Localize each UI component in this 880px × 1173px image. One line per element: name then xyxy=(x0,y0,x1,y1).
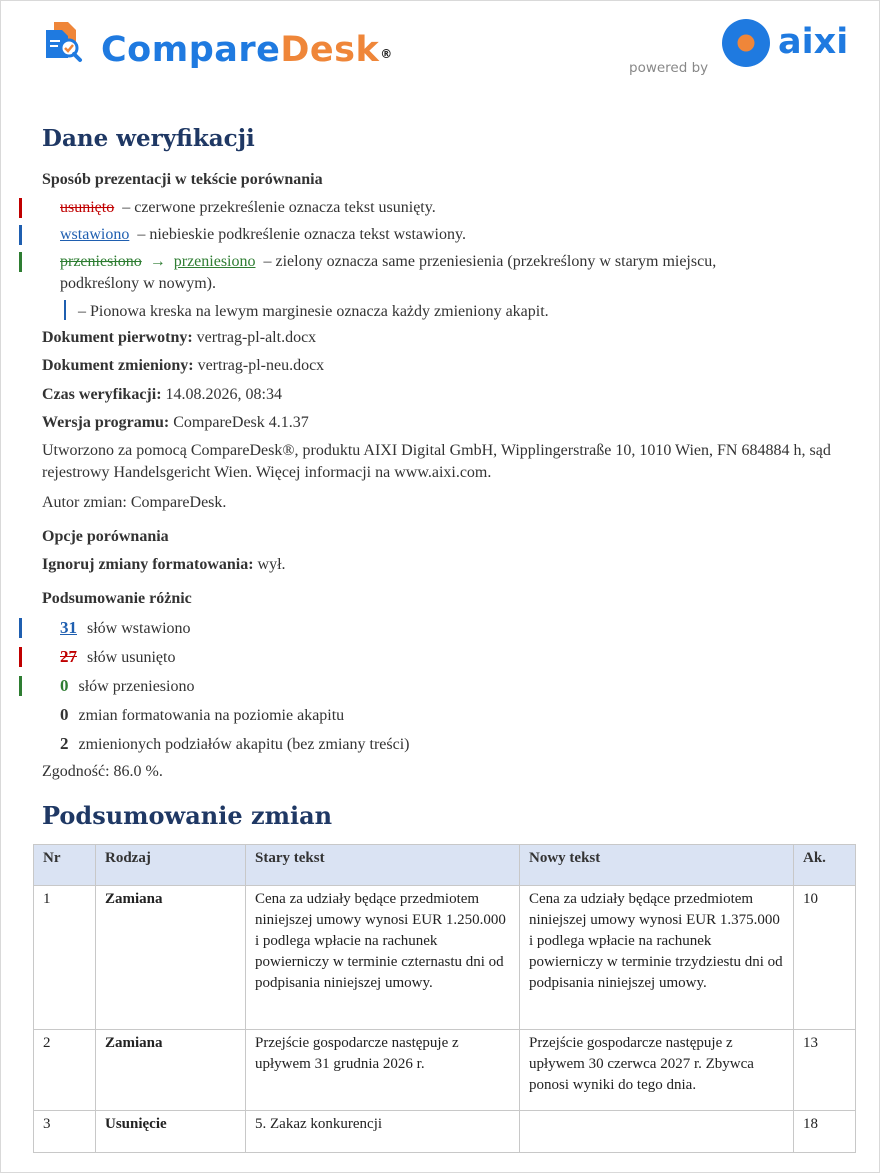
column-header-paragraph: Ak. xyxy=(794,845,856,886)
legend-bar-desc: – Pionowa kreska na lewym marginesie oznacza każdy zmieniony akapit. xyxy=(78,303,549,320)
stat-formatting: 0 zmian formatowania na poziomie akapitu xyxy=(60,705,345,724)
verification-time: Czas weryfikacji: 14.08.2026, 08:34 xyxy=(42,386,282,403)
summary-heading: Podsumowanie różnic xyxy=(42,590,192,607)
powered-by-label: powered by xyxy=(629,60,709,76)
cell-nr: 1 xyxy=(34,886,96,1030)
change-bar-deleted xyxy=(19,198,22,218)
column-header-nr: Nr xyxy=(34,845,96,886)
cell-type: Usunięcie xyxy=(96,1111,246,1153)
aixi-circle-icon xyxy=(722,19,770,67)
legend-moved-from-sample: przeniesiono xyxy=(60,253,142,270)
table-row xyxy=(34,886,856,1030)
comparedesk-logo: CompareDesk® xyxy=(101,30,393,70)
legend-moved-desc: – zielony oznacza same przeniesienia (przekreślony w starym miejscu, xyxy=(263,253,717,270)
legend-inserted-desc: – niebieskie podkreślenie oznacza tekst wstawiony. xyxy=(137,226,466,243)
cell-old-text: Cena za udziały będące przedmiotem niniejszej umowy wynosi EUR 1.250.000 i podlega wpłacie na rachunek powierniczy w terminie czternastu dni od podpisania niniejszej umowy. xyxy=(246,886,520,1030)
arrow-right-icon: → xyxy=(149,253,166,270)
cell-nr: 3 xyxy=(34,1111,96,1153)
change-bar-sample-icon xyxy=(64,300,66,320)
legend-moved xyxy=(60,251,716,272)
change-bar-moved xyxy=(19,252,22,272)
changed-document: Dokument zmieniony: vertrag-pl-neu.docx xyxy=(42,357,325,374)
table-header-row xyxy=(34,845,856,886)
column-header-new-text: Nowy tekst xyxy=(520,845,794,886)
document-magnifier-icon xyxy=(44,20,84,64)
legend-moved-desc-cont: podkreślony w nowym). xyxy=(60,275,216,292)
cell-type: Zamiana xyxy=(96,1030,246,1111)
legend-moved-to-sample: przeniesiono xyxy=(173,253,256,270)
author-note: Autor zmian: CompareDesk. xyxy=(42,494,227,511)
column-header-old-text: Stary tekst xyxy=(246,845,520,886)
change-bar-inserted xyxy=(19,225,22,245)
changes-table xyxy=(33,844,856,1153)
cell-paragraph: 10 xyxy=(794,886,856,1030)
change-bar-inserted-stat xyxy=(19,618,22,638)
change-bar-moved-stat xyxy=(19,676,22,696)
presentation-heading: Sposób prezentacji w tekście porównania xyxy=(42,171,323,188)
table-row xyxy=(34,1111,856,1153)
cell-old-text: 5. Zakaz konkurencji xyxy=(246,1111,520,1153)
stat-paragraph-breaks: 2 zmienionych podziałów akapitu (bez zmiany treści) xyxy=(60,734,410,753)
program-version: Wersja programu: CompareDesk 4.1.37 xyxy=(42,414,309,431)
cell-paragraph: 13 xyxy=(794,1030,856,1111)
cell-paragraph: 18 xyxy=(794,1111,856,1153)
original-document: Dokument pierwotny: vertrag-pl-alt.docx xyxy=(42,329,317,346)
legend-deleted-sample: usunięto xyxy=(60,199,115,216)
ignore-formatting-option: Ignoruj zmiany formatowania: wył. xyxy=(42,556,286,573)
stat-moved: 0 słów przeniesiono xyxy=(60,676,195,695)
aixi-logo: aixi xyxy=(778,22,849,62)
changes-title: Podsumowanie zmian xyxy=(42,801,333,830)
legend-inserted-sample: wstawiono xyxy=(60,226,130,243)
table-row xyxy=(34,1030,856,1111)
stat-deleted: 27 słów usunięto xyxy=(60,647,176,666)
stat-inserted: 31 słów wstawiono xyxy=(60,618,191,637)
legend-inserted xyxy=(60,224,466,245)
agreement-note: Zgodność: 86.0 %. xyxy=(42,763,163,780)
cell-new-text xyxy=(520,1111,794,1153)
legend-deleted-desc: – czerwone przekreślenie oznacza tekst usunięty. xyxy=(122,199,436,216)
verification-title: Dane weryfikacji xyxy=(42,125,255,152)
options-heading: Opcje porównania xyxy=(42,528,169,545)
cell-new-text: Cena za udziały będące przedmiotem niniejszej umowy wynosi EUR 1.375.000 i podlega wpłacie na rachunek powierniczy w terminie trzydziestu dni od podpisania niniejszej umowy. xyxy=(520,886,794,1030)
legend-bar xyxy=(64,300,549,322)
legend-deleted xyxy=(60,197,436,218)
column-header-type: Rodzaj xyxy=(96,845,246,886)
cell-old-text: Przejście gospodarcze następuje z upływem 31 grudnia 2026 r. xyxy=(246,1030,520,1111)
cell-nr: 2 xyxy=(34,1030,96,1111)
created-with-note: Utworzono za pomocą CompareDesk®, produktu AIXI Digital GmbH, Wipplingerstraße 10, 1010 Wien, FN 684884 h, sąd rejestrowy Handelsgericht Wien. Więcej informacji na www.aixi.com. xyxy=(42,442,831,481)
change-bar-deleted-stat xyxy=(19,647,22,667)
cell-type: Zamiana xyxy=(96,886,246,1030)
cell-new-text: Przejście gospodarcze następuje z upływem 30 czerwca 2027 r. Zbywca ponosi wyniki do tego dnia. xyxy=(520,1030,794,1111)
